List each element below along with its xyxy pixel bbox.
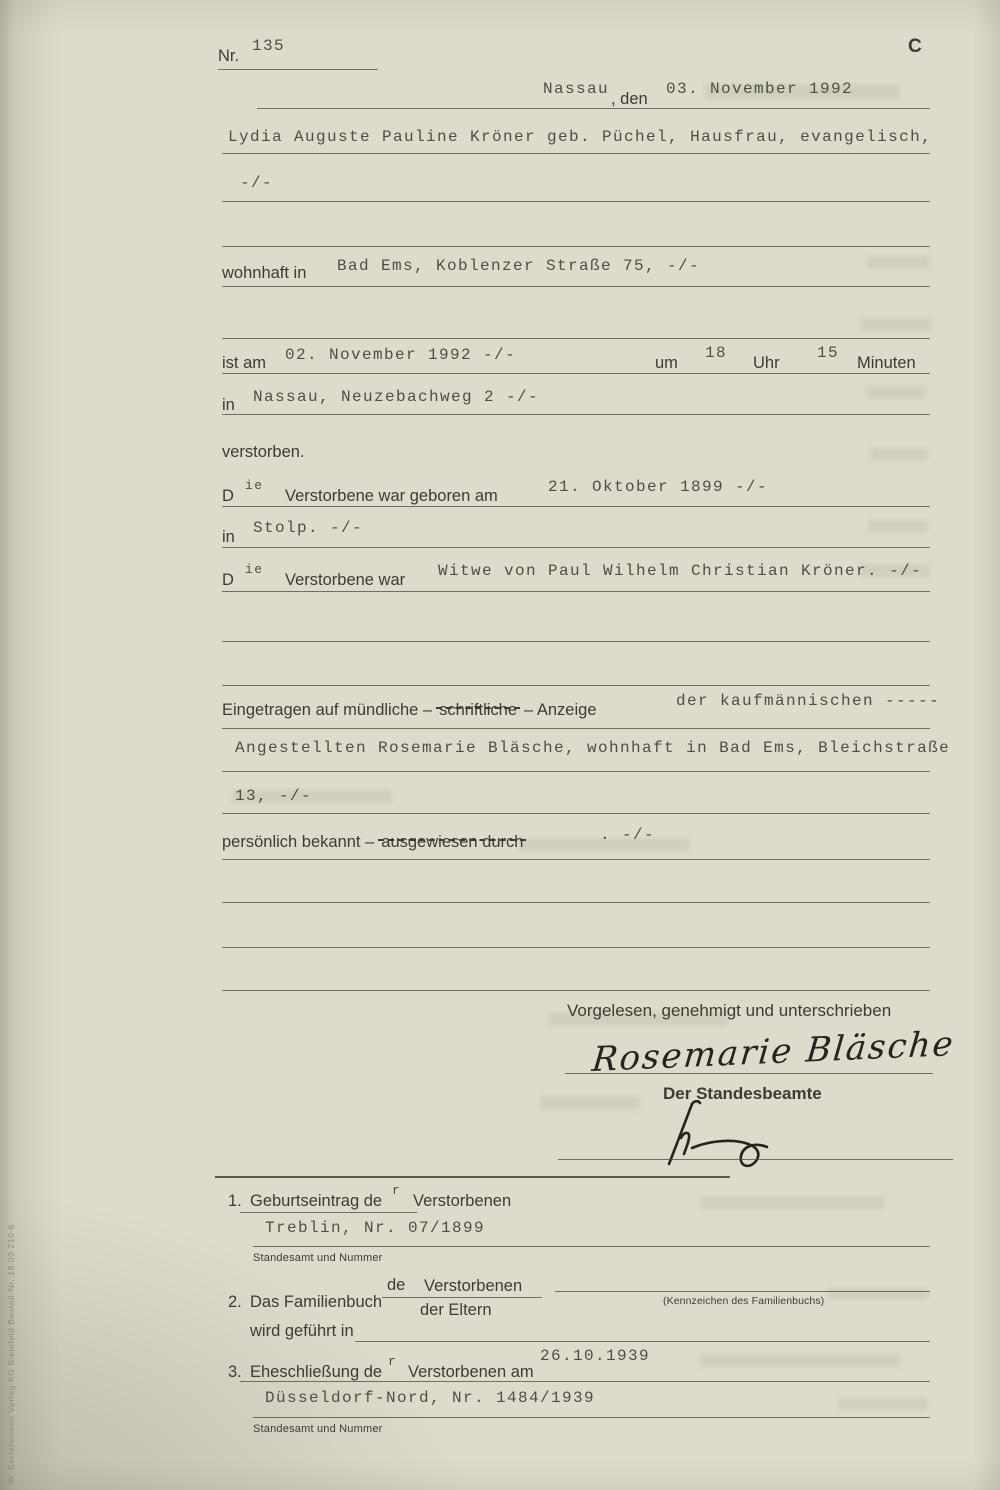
rule-line	[222, 547, 930, 548]
rule-line	[222, 813, 930, 814]
item3-value: Düsseldorf-Nord, Nr. 1484/1939	[265, 1389, 596, 1407]
known-label-part1: persönlich bekannt –	[222, 833, 375, 851]
item1-label-b: Verstorbenen	[413, 1192, 512, 1210]
hour-label: Uhr	[753, 354, 780, 372]
bleed-through-mark	[838, 1398, 928, 1410]
bleed-through-mark	[870, 448, 928, 461]
informant-line1-value: der kaufmännischen -----	[676, 692, 941, 710]
rule-line	[222, 338, 930, 339]
bleed-through-mark	[700, 1354, 900, 1367]
item3-caption: Standesamt und Nummer	[253, 1423, 383, 1435]
marital-label-ie-typed: ie	[245, 562, 264, 577]
rule-line	[222, 201, 930, 202]
birth-date-value: 21. Oktober 1899 -/-	[548, 478, 769, 496]
closing-statement: Vorgelesen, genehmigt und unterschrieben	[567, 1001, 892, 1020]
issue-date-value: 03. November 1992	[666, 80, 854, 98]
item3-label-b: Verstorbenen am	[408, 1363, 534, 1381]
death-minute-value: 15	[817, 344, 840, 362]
marital-label-rest: Verstorbene war	[285, 571, 406, 589]
personally-known-label	[222, 833, 530, 852]
rule-line	[222, 246, 930, 247]
bleed-through-mark	[828, 1288, 928, 1300]
item2-label2: wird geführt in	[250, 1322, 354, 1340]
rule-line	[240, 1381, 930, 1382]
rule-line	[382, 1297, 542, 1298]
bleed-through-mark	[540, 1096, 640, 1110]
death-place-label: in	[222, 396, 235, 414]
item2-label: Das Familienbuch	[250, 1293, 383, 1311]
item1-label-a: Geburtseintrag de	[250, 1192, 383, 1210]
marital-status-value: Witwe von Paul Wilhelm Christian Kröner. -/-	[438, 562, 923, 580]
entered-on-notice-label	[222, 701, 597, 720]
item1-number: 1.	[228, 1192, 242, 1210]
deceased-label: verstorben.	[222, 443, 305, 461]
item1-value: Treblin, Nr. 07/1899	[265, 1219, 486, 1237]
born-label-d: D	[222, 487, 234, 505]
rule-line	[555, 1291, 930, 1292]
bleed-through-mark	[868, 520, 928, 533]
item2-option-top: Verstorbenen	[424, 1277, 523, 1295]
rule-line	[222, 641, 930, 642]
den-label: , den	[611, 90, 648, 108]
informant-line3-value: 13, -/-	[235, 787, 313, 805]
rule-line	[222, 902, 930, 903]
form-corner-mark: C	[908, 36, 922, 57]
printer-imprint: W. Bertelsmann Verlag KG Bielefeld Bestell-Nr. 18 00 210 6	[6, 1224, 16, 1484]
marital-label-d: D	[222, 571, 234, 589]
born-label-rest: Verstorbene war geboren am	[285, 487, 498, 505]
item2-option-bottom: der Eltern	[420, 1301, 492, 1319]
bleed-through-mark	[866, 256, 930, 269]
known-value: . -/-	[600, 826, 656, 844]
rule-line	[355, 1341, 930, 1342]
item2-number: 2.	[228, 1293, 242, 1311]
item3-number: 3.	[228, 1363, 242, 1381]
rule-line	[222, 685, 930, 686]
born-label-ie-typed: ie	[245, 478, 264, 493]
bleed-through-mark	[860, 318, 932, 331]
rule-line	[565, 1073, 933, 1074]
bleed-through-mark	[866, 386, 926, 399]
item3-gender-suffix-typed: r	[388, 1354, 398, 1369]
rule-line	[222, 947, 930, 948]
struck-identified-option: ausgewiesen durch	[381, 833, 524, 851]
informant-signature: Rosemarie Bläsche	[590, 1023, 957, 1081]
residence-value: Bad Ems, Koblenzer Straße 75, -/-	[337, 257, 701, 275]
rule-line	[222, 771, 930, 772]
birth-place-label: in	[222, 528, 235, 546]
entered-label-part1: Eingetragen auf mündliche –	[222, 701, 433, 719]
item3-date-value: 26.10.1939	[540, 1347, 651, 1365]
rule-line	[253, 1417, 930, 1418]
entry-number-value: 135	[252, 37, 286, 55]
rule-line	[218, 69, 378, 70]
rule-line	[240, 1212, 417, 1213]
death-hour-value: 18	[705, 344, 728, 362]
bleed-through-mark	[700, 1196, 885, 1209]
item1-caption: Standesamt und Nummer	[253, 1252, 383, 1264]
rule-line	[222, 373, 930, 374]
informant-line2-value: Angestellten Rosemarie Bläsche, wohnhaft in Bad Ems, Bleichstraße	[235, 739, 951, 757]
death-place-value: Nassau, Neuzebachweg 2 -/-	[253, 388, 540, 406]
registrar-label: Der Standesbeamte	[663, 1084, 822, 1103]
rule-line	[222, 728, 930, 729]
item2-caption: (Kennzeichen des Familienbuchs)	[663, 1295, 825, 1307]
death-date-value: 02. November 1992 -/-	[285, 346, 517, 364]
issue-place-value: Nassau	[543, 80, 610, 98]
entered-label-part2: – Anzeige	[524, 701, 597, 719]
died-on-label: ist am	[222, 354, 267, 372]
rule-line	[558, 1159, 953, 1160]
item2-de-label: de	[387, 1276, 406, 1294]
rule-line	[222, 859, 930, 860]
rule-line	[222, 286, 930, 287]
item1-gender-suffix-typed: r	[392, 1183, 402, 1198]
section-divider-line	[215, 1176, 730, 1178]
minutes-label: Minuten	[857, 354, 916, 372]
struck-written-option: schriftliche	[439, 701, 518, 719]
entry-number-label: Nr.	[218, 47, 240, 65]
rule-line	[222, 153, 930, 154]
rule-line	[257, 108, 930, 109]
rule-line	[222, 506, 930, 507]
item3-label-a: Eheschließung de	[250, 1363, 383, 1381]
birth-place-value: Stolp. -/-	[253, 519, 364, 537]
at-label: um	[655, 354, 678, 372]
deceased-name-value: Lydia Auguste Pauline Kröner geb. Püchel, Hausfrau, evangelisch,	[228, 128, 933, 146]
residence-label: wohnhaft in	[222, 264, 307, 282]
rule-line	[253, 1246, 930, 1247]
rule-line	[222, 990, 930, 991]
rule-line	[222, 591, 930, 592]
deceased-name-continuation: -/-	[240, 174, 274, 192]
rule-line	[222, 414, 930, 415]
